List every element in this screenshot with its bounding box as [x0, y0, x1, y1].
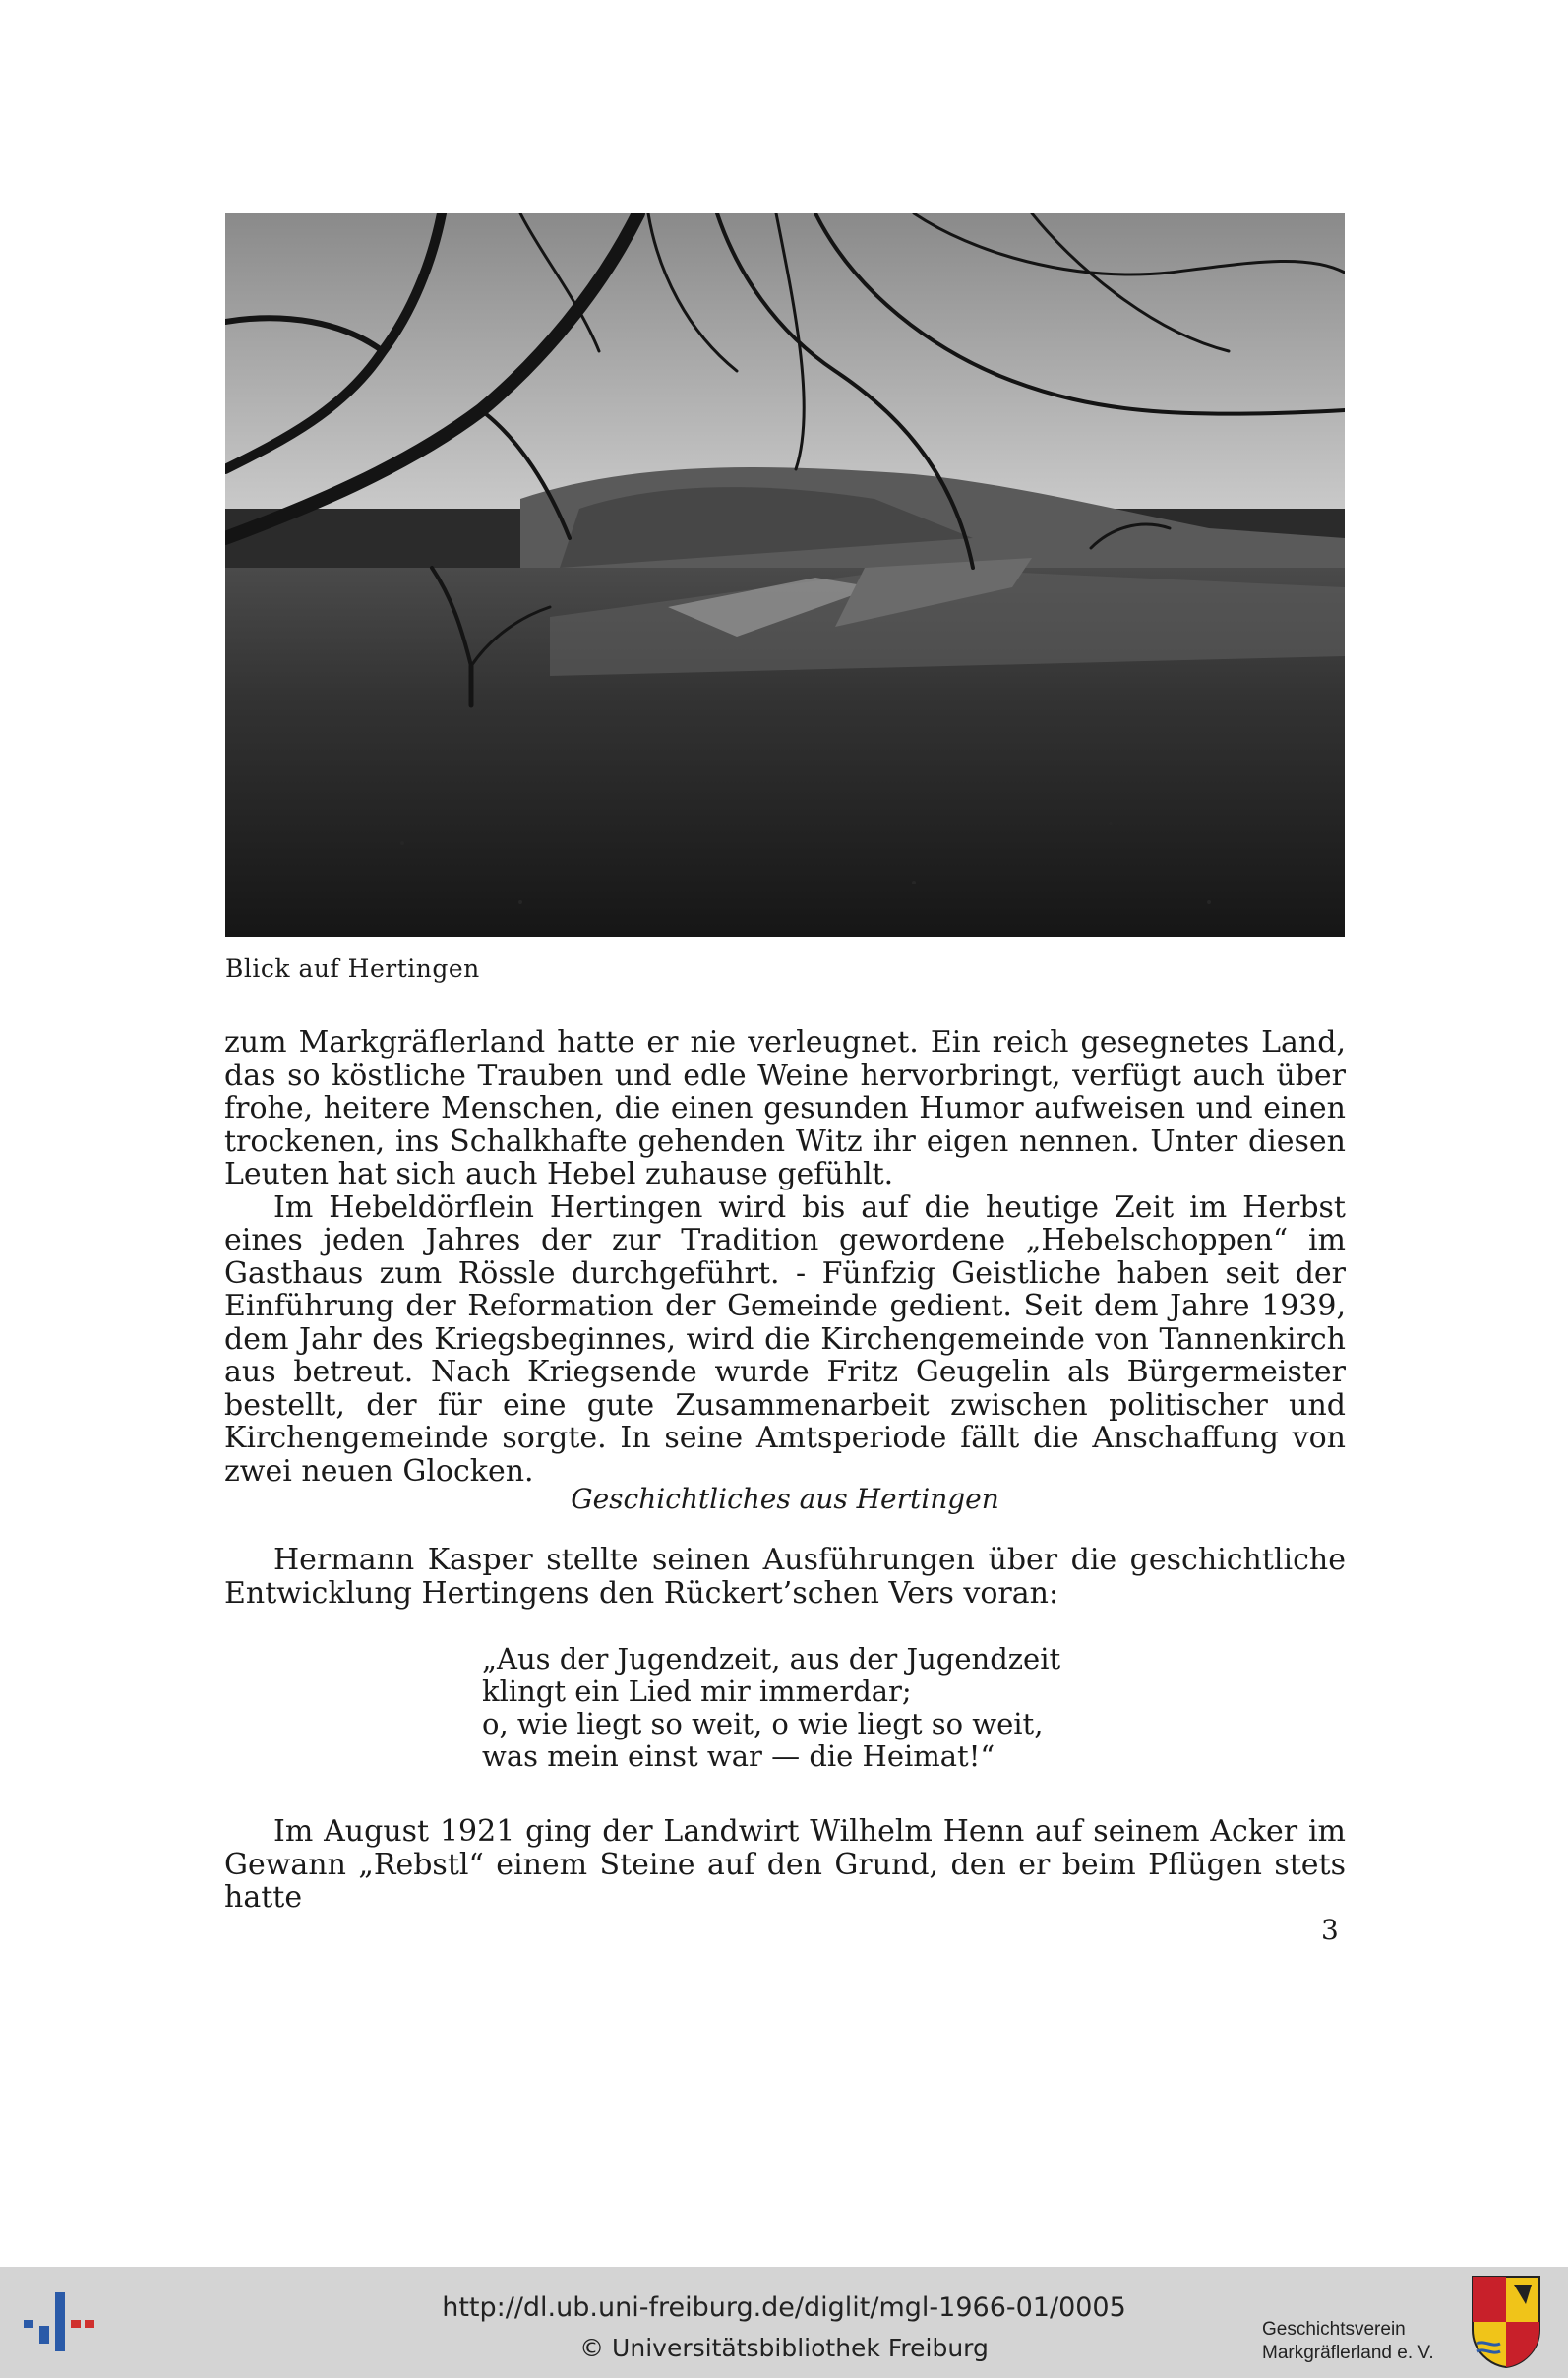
landscape-photo	[225, 213, 1345, 937]
footer-bar	[0, 2267, 1568, 2378]
society-name-line: Markgräflerland e. V.	[1262, 2343, 1434, 2363]
society-name	[1262, 2318, 1434, 2365]
paragraph: Im August 1921 ging der Landwirt Wilhelm Henn auf seinem Acker im Gewann „Rebstl“ einem Steine auf den Grund, den er beim Pflügen stets hatte	[224, 1814, 1346, 1915]
body-text-section-2	[224, 1544, 1346, 1610]
paragraph: Hermann Kasper stellte seinen Ausführungen über die geschichtliche Entwicklung Hertingens den Rückert’schen Vers voran:	[224, 1543, 1346, 1611]
figure-caption: Blick auf Hertingen	[225, 954, 480, 983]
poem-line: klingt ein Lied mir immerdar;	[482, 1675, 912, 1708]
paragraph: zum Markgräflerland hatte er nie verleugnet. Ein reich gesegnetes Land, das so köstliche Trauben und edle Weine hervorbringt, verfügt auch über frohe, heitere Menschen, die einen gesunden Humor aufweisen und einen trockenen, ins Schalkhafte gehenden Witz ihr eigen nennen. Unter diesen Leuten hat sich auch Hebel zuhause gefühlt.	[224, 1025, 1346, 1191]
poem-line: was mein einst war — die Heimat!“	[482, 1739, 995, 1773]
source-url-link[interactable]: http://dl.ub.uni-freiburg.de/diglit/mgl-1966-01/0005	[442, 2292, 1126, 2323]
poem-line: „Aus der Jugendzeit, aus der Jugendzeit	[482, 1642, 1061, 1676]
society-name-line: Geschichtsverein	[1262, 2319, 1406, 2340]
body-text-section-3	[224, 1815, 1346, 1915]
poem-line: o, wie liegt so weit, o wie liegt so weit,	[482, 1707, 1044, 1740]
body-text-section-1	[224, 1026, 1346, 1488]
copyright-text: © Universitätsbibliothek Freiburg	[579, 2334, 989, 2362]
section-heading: Geschichtliches aus Hertingen	[571, 1483, 999, 1515]
page-number: 3	[1321, 1914, 1339, 1946]
coat-of-arms-icon	[1471, 2275, 1541, 2369]
paragraph: Im Hebeldörflein Hertingen wird bis auf die heutige Zeit im Herbst eines jeden Jahres der zur Tradition gewordene „Hebelschoppen“ im Gasthaus zum Rössle durchgeführt. - Fünfzig Geistliche haben seit der Einführung der Reformation der Gemeinde gedient. Seit dem Jahre 1939, dem Jahr des Kriegsbeginnes, wird die Kirchengemeinde von Tannenkirch aus betreut. Nach Kriegsende wurde Fritz Geugelin als Bürgermeister bestellt, der für eine gute Zusammenarbeit zwischen politischer und Kirchengemeinde sorgte. In seine Amtsperiode fällt die Anschaffung von zwei neuen Glocken.	[224, 1189, 1346, 1489]
poem-quote	[482, 1643, 1060, 1773]
